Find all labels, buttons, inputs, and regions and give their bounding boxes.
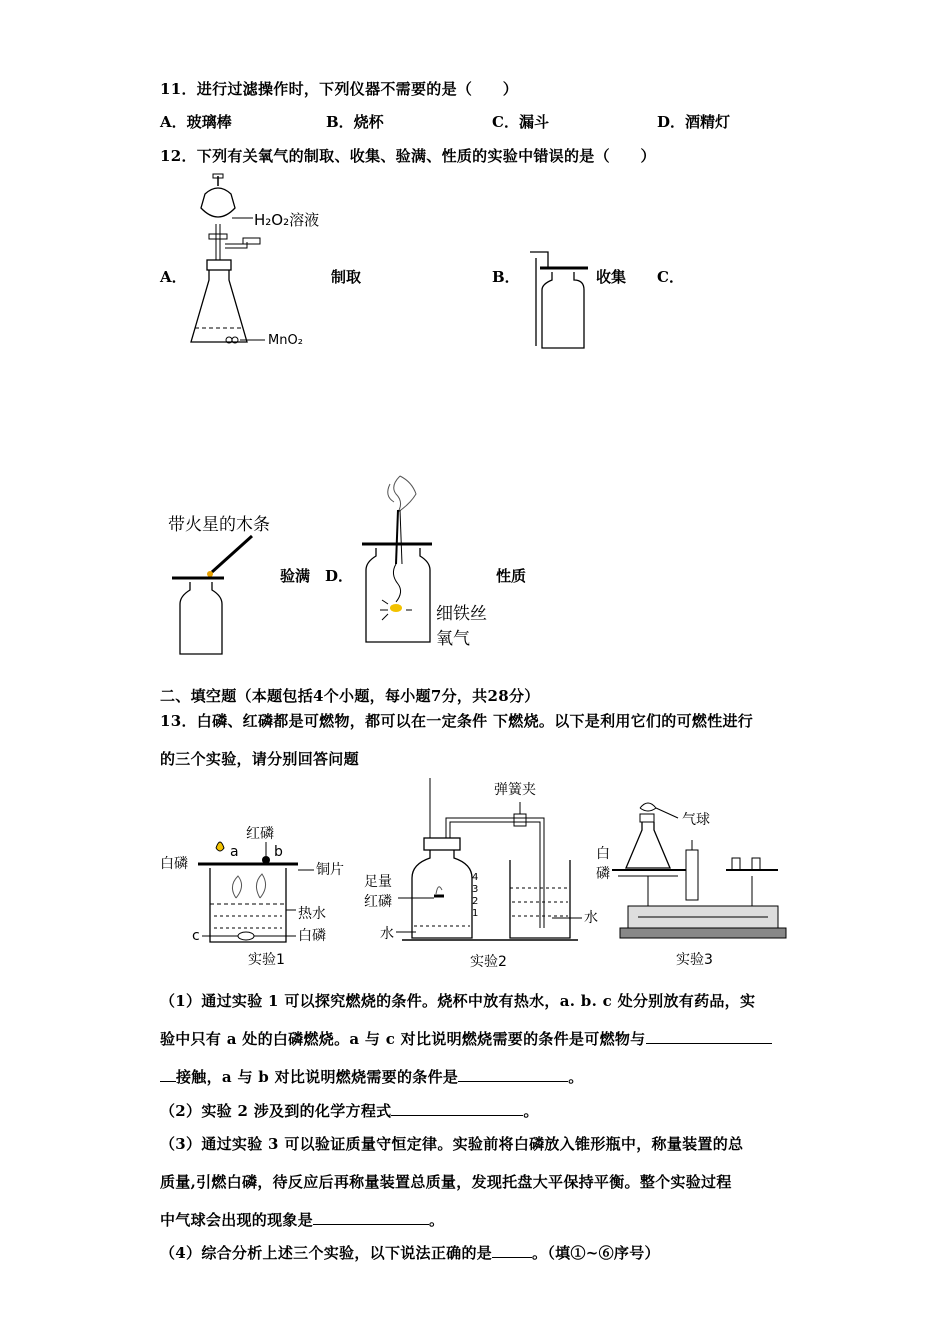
q13-part2-row [160, 1100, 539, 1121]
oxygen-label: 氧气 [436, 629, 470, 649]
exp1-b-label: b [274, 844, 283, 860]
gas-jar-collection-figure [530, 250, 590, 352]
splint-label: 带火星的木条 [168, 515, 270, 535]
q12-b-caption: 收集 [596, 268, 627, 286]
q12-stem: 12．下列有关氧气的制取、收集、验满、性质的实验中错误的是（ ） [160, 147, 656, 165]
q13-part4-text: （4）综合分析上述三个实验，以下说法正确的是 [160, 1244, 493, 1262]
q13-part1-line1: （1）通过实验 1 可以探究燃烧的条件。烧杯中放有热水，a. b. c 处分别放有药品，实 [160, 992, 756, 1010]
exp1-hot-water-label: 热水 [298, 906, 326, 922]
exp2-mark-3: 3 [472, 884, 479, 895]
exp2-water-left-label: 水 [380, 926, 394, 942]
q13-part1-line2: 验中只有 a 处的白磷燃烧。a 与 c 对比说明燃烧需要的条件是可燃物与 [160, 1030, 646, 1048]
q13-part3-line2: 质量,引燃白磷，待反应后再称量装置总质量，发现托盘大平保持平衡。整个实验过程 [160, 1173, 732, 1191]
splint-test-figure [172, 534, 272, 658]
q13-part1-line2-row [160, 1028, 772, 1049]
exp1-caption: 实验1 [248, 952, 285, 968]
exp2-caption: 实验2 [470, 954, 507, 970]
exp1-red-p-label: 红磷 [246, 826, 274, 842]
exp1-copper-label: 铜片 [316, 862, 344, 878]
q13-part3-line3b: 。 [429, 1211, 445, 1229]
q12-d-letter: D． [325, 567, 354, 585]
answer-blank-1-continued[interactable] [160, 1067, 176, 1082]
iron-wire-label: 细铁丝 [436, 604, 487, 624]
exp1-c-label: c [192, 928, 200, 944]
exp2-mark-1: 1 [472, 908, 479, 919]
section2-title: 二、填空题（本题包括4个小题，每小题7分，共28分） [160, 687, 540, 705]
q11-option-d: D．酒精灯 [657, 113, 731, 131]
q11-option-a: A．玻璃棒 [160, 113, 232, 131]
q13-part3-line3a: 中气球会出现的现象是 [160, 1211, 314, 1229]
q13-part4-end: 。（填①~⑥序号） [532, 1244, 660, 1262]
exp2-water-right-label: 水 [584, 910, 598, 926]
exp2-clamp-label: 弹簧夹 [494, 782, 536, 798]
flask-apparatus-figure [185, 172, 335, 354]
q13-part4-row [160, 1242, 660, 1263]
q11-option-c: C．漏斗 [492, 113, 549, 131]
answer-blank-3[interactable] [391, 1101, 523, 1116]
exp1-white-p2-label: 白磷 [298, 928, 326, 944]
q12-a-caption: 制取 [331, 268, 362, 286]
q13-part2-text: （2）实验 2 涉及到的化学方程式 [160, 1102, 392, 1120]
exp3-caption: 实验3 [676, 952, 713, 968]
q13-stem-line1: 13．白磷、红磷都是可燃物，都可以在一定条件 下燃烧。以下是利用它们的可燃性进行 [160, 712, 754, 730]
exp2-mark-4: 4 [472, 872, 479, 883]
h2o2-label: H₂O₂溶液 [254, 211, 320, 229]
exp1-white-p-label: 白磷 [160, 856, 188, 872]
experiments-figure [158, 778, 808, 974]
exp3-balloon-label: 气球 [682, 812, 710, 828]
q13-part3-line1: （3）通过实验 3 可以验证质量守恒定律。实验前将白磷放入锥形瓶中，称量装置的总 [160, 1135, 744, 1153]
q12-d-caption: 性质 [496, 567, 527, 585]
answer-blank-4[interactable] [313, 1210, 429, 1225]
q13-part1-line3a: 接触，a 与 b 对比说明燃烧需要的条件是 [176, 1068, 459, 1086]
q12-b-letter: B． [492, 268, 520, 286]
exp2-mark-2: 2 [472, 896, 479, 907]
exp3-white-label: 白 [596, 846, 610, 862]
mno2-label: MnO₂ [268, 333, 303, 348]
q13-stem-line2: 的三个实验，请分别回答问题 [160, 750, 359, 768]
iron-wire-burning-figure [360, 474, 440, 650]
q13-part1-line3-row [160, 1066, 584, 1087]
q12-a-letter: A． [160, 268, 187, 286]
q13-part2-end: 。 [523, 1102, 539, 1120]
exp2-red-p-label: 红磷 [364, 894, 392, 910]
exp1-a-label: a [230, 844, 239, 860]
exp2-enough-label: 足量 [364, 874, 392, 890]
q12-c-letter: C． [657, 268, 684, 286]
q12-c-caption: 验满 [280, 567, 311, 585]
answer-blank-5[interactable] [492, 1243, 532, 1258]
exp3-p-label: 磷 [596, 866, 610, 882]
q11-option-b: B．烧杯 [326, 113, 384, 131]
answer-blank-2[interactable] [458, 1067, 568, 1082]
q13-part1-line3b: 。 [568, 1068, 584, 1086]
q13-part3-line3-row [160, 1209, 444, 1230]
q11-stem: 11．进行过滤操作时，下列仪器不需要的是（ ） [160, 80, 519, 98]
answer-blank-1[interactable] [646, 1029, 772, 1044]
